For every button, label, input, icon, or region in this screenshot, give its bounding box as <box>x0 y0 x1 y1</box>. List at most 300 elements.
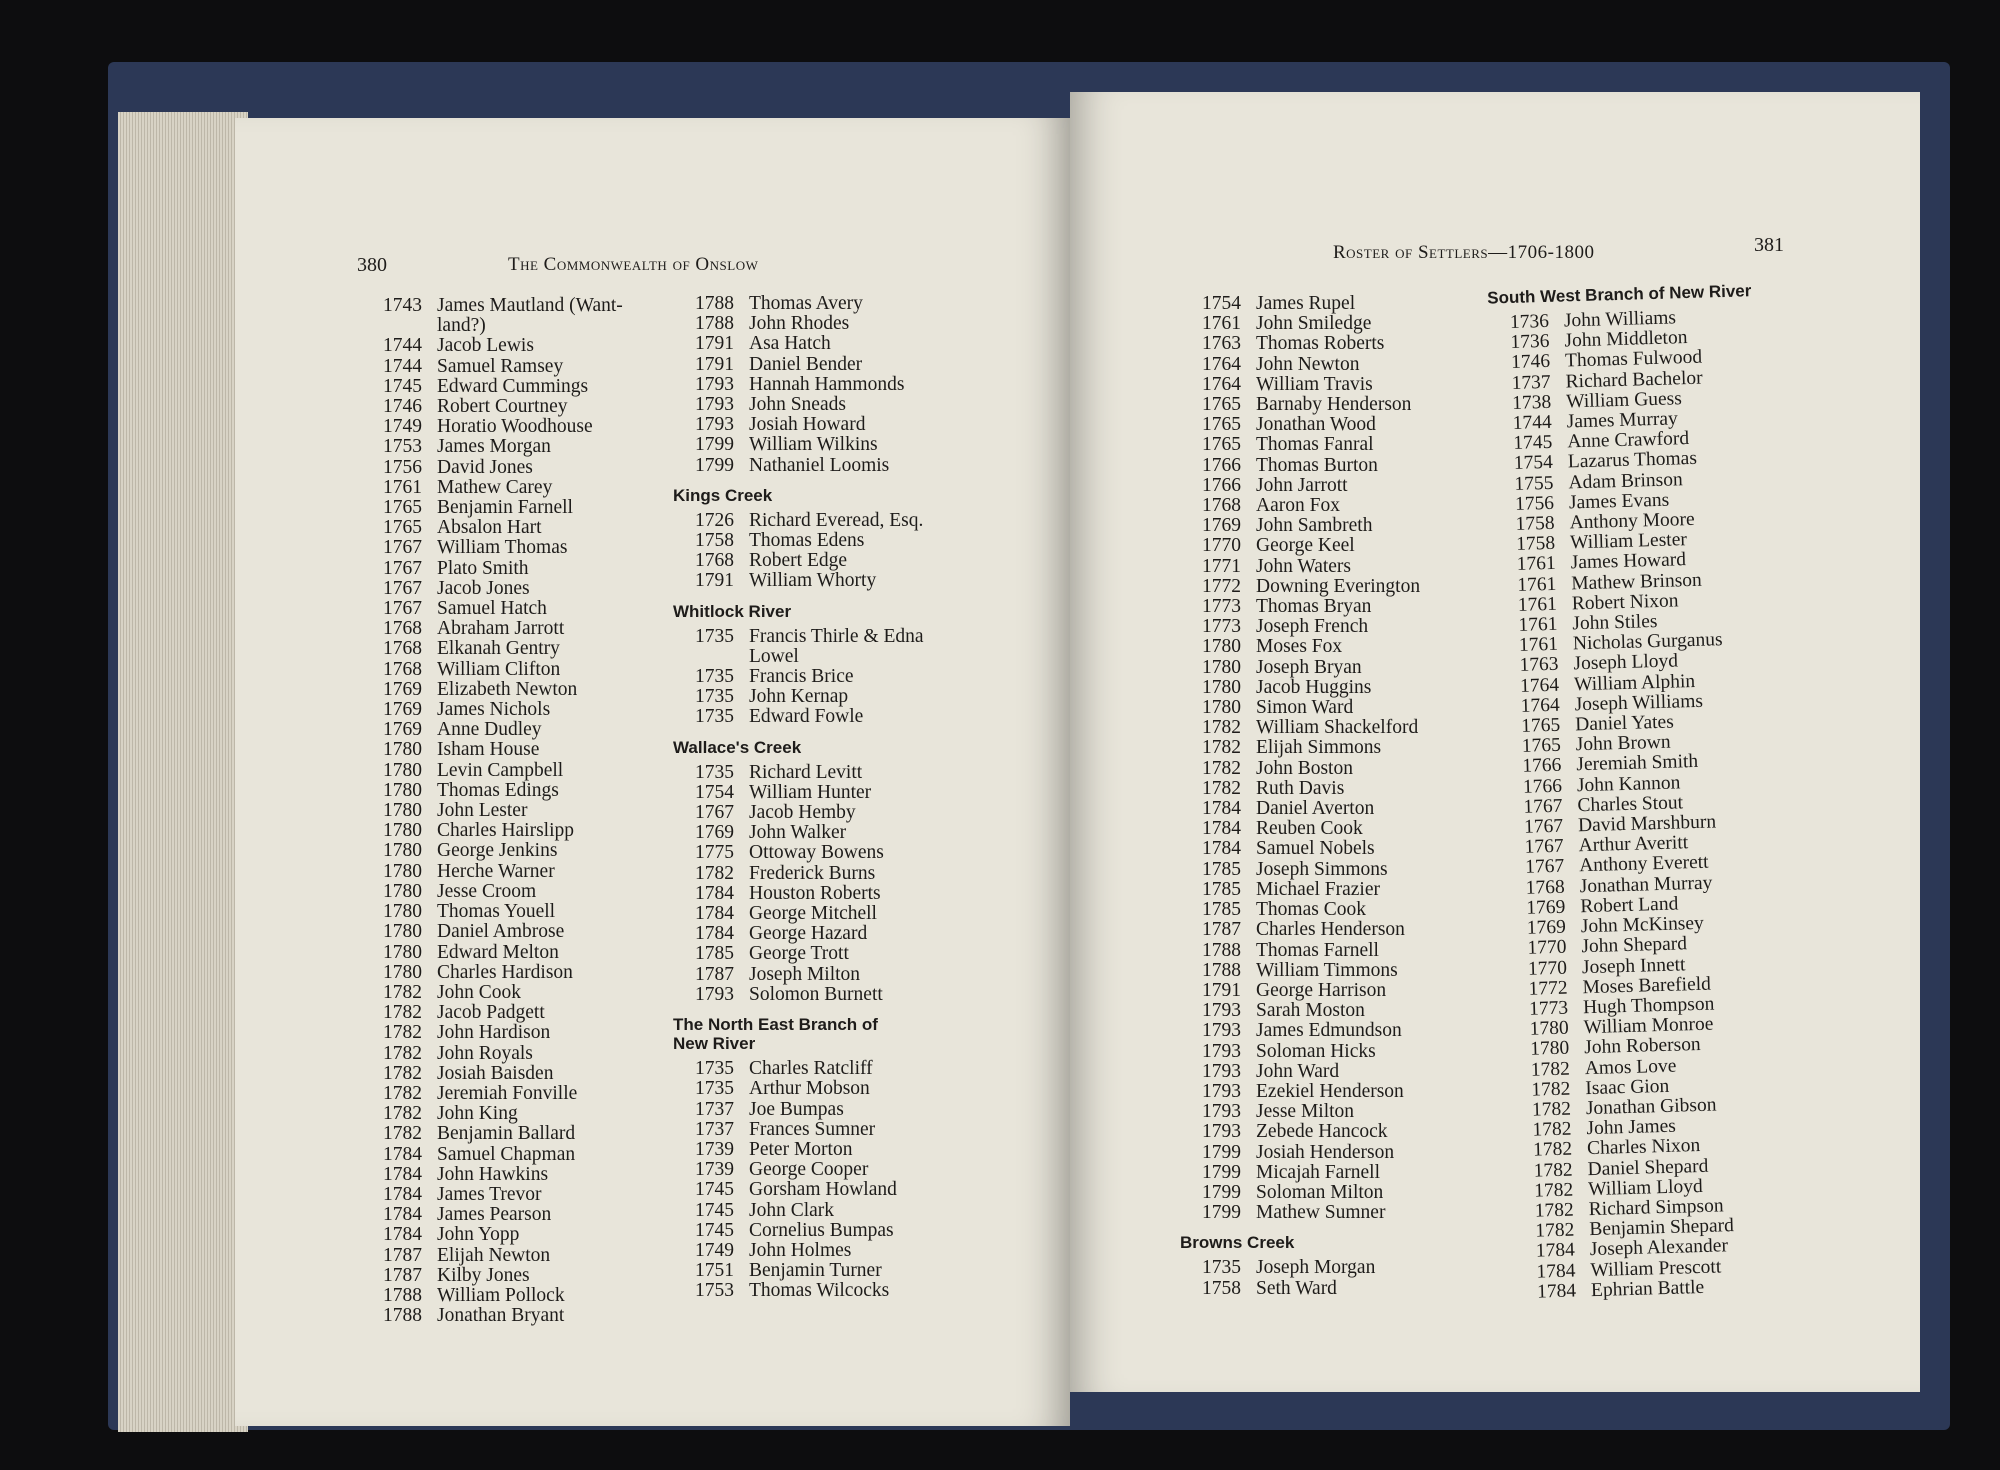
settler-entry <box>1202 496 1420 516</box>
settler-year: 1753 <box>383 436 422 458</box>
settler-entry <box>383 1145 623 1165</box>
settler-name: Absalon Hart <box>437 517 542 539</box>
settler-entry <box>1202 516 1420 536</box>
settler-year: 1785 <box>1202 878 1241 900</box>
settler-entry <box>383 619 623 639</box>
settler-name: Richard Simpson <box>1588 1195 1724 1221</box>
section-heading-line: South West Branch of New River <box>1487 281 1752 308</box>
settler-year: 1784 <box>1202 838 1241 860</box>
settler-name: William Monroe <box>1583 1013 1714 1039</box>
settler-year: 1745 <box>695 1199 734 1221</box>
settler-year: 1767 <box>383 598 422 620</box>
settler-entry <box>383 740 623 760</box>
settler-name: Samuel Nobels <box>1256 838 1375 860</box>
settler-entry <box>695 1120 924 1140</box>
settler-name: Samuel Chapman <box>437 1143 576 1165</box>
settler-entry <box>383 1205 623 1225</box>
settler-entry <box>1202 1203 1420 1223</box>
settler-year: 1756 <box>1514 492 1555 515</box>
settler-name: Elijah Newton <box>437 1244 551 1266</box>
settler-year: 1754 <box>1202 293 1241 314</box>
settler-entry <box>1202 880 1420 900</box>
settler-year: 1782 <box>1533 1159 1573 1182</box>
settler-entry <box>383 1225 623 1245</box>
settler-year: 1793 <box>1202 1040 1241 1062</box>
settler-year: 1761 <box>1202 313 1241 335</box>
settler-entry <box>695 314 924 334</box>
settler-year: 1782 <box>1530 1058 1571 1081</box>
settler-name: Charles Hardison <box>437 961 573 983</box>
settler-name: John Cook <box>437 981 521 1003</box>
settler-entry <box>695 944 924 964</box>
settler-name: Charles Nixon <box>1586 1135 1701 1160</box>
settler-year: 1745 <box>1513 432 1553 455</box>
settler-entry <box>1202 435 1420 455</box>
settler-name: Jacob Huggins <box>1256 676 1372 698</box>
settler-entry <box>695 985 924 1005</box>
settler-entry <box>695 1180 924 1200</box>
settler-name: Jesse Milton <box>1256 1101 1355 1123</box>
settler-year: 1761 <box>1516 553 1557 576</box>
section-heading <box>673 602 924 621</box>
settler-entry <box>383 1246 623 1266</box>
settler-year: 1788 <box>695 313 734 335</box>
settler-name: Solomon Burnett <box>749 983 883 1005</box>
settler-year: 1751 <box>695 1260 734 1282</box>
settler-year: 1782 <box>383 1022 422 1044</box>
settler-name: John Walker <box>749 822 847 844</box>
settler-entry <box>383 882 623 902</box>
settler-name: John Brown <box>1575 731 1671 756</box>
settler-year: 1782 <box>1531 1098 1572 1121</box>
settler-year: 1780 <box>383 941 422 963</box>
settler-year: 1780 <box>383 921 422 943</box>
settler-year: 1768 <box>383 638 422 660</box>
settler-name: Asa Hatch <box>749 333 831 355</box>
settler-name: Nathaniel Loomis <box>749 454 890 476</box>
settler-name: James Rupel <box>1256 293 1356 314</box>
settler-year: 1769 <box>1202 515 1241 537</box>
settler-year: 1735 <box>695 666 734 688</box>
settler-entry <box>695 924 924 944</box>
settler-year: 1758 <box>1515 512 1555 535</box>
settler-name: Francis Thirle & Edna <box>749 625 924 647</box>
settler-year: 1784 <box>695 923 734 945</box>
settler-name: Isham House <box>437 739 540 761</box>
settler-year: 1788 <box>383 1305 422 1327</box>
settler-name: Moses Fox <box>1256 636 1343 658</box>
settler-year: 1756 <box>383 456 422 478</box>
settler-entry <box>383 983 623 1003</box>
settler-year: 1770 <box>1527 936 1567 960</box>
settler-name: John Boston <box>1256 757 1353 779</box>
settler-name: Jesse Croom <box>437 880 537 902</box>
settler-name: Ruth Davis <box>1256 777 1345 799</box>
settler-year: 1773 <box>1528 997 1569 1020</box>
settler-year: 1782 <box>1202 757 1241 779</box>
settler-name: Hannah Hammonds <box>749 373 905 395</box>
settler-year: 1767 <box>695 802 734 824</box>
settler-entry <box>695 763 924 783</box>
settler-name: Horatio Woodhouse <box>437 416 593 438</box>
settler-entry <box>695 1241 924 1261</box>
settler-name: George Jenkins <box>437 840 558 862</box>
settler-name: Ephrian Battle <box>1590 1276 1705 1301</box>
settler-year: 1782 <box>383 981 422 1003</box>
settler-year: 1768 <box>1525 876 1566 899</box>
settler-year: 1799 <box>1202 1202 1241 1224</box>
settler-year: 1785 <box>1202 858 1241 880</box>
settler-year: 1782 <box>1202 777 1241 799</box>
settler-year: 1799 <box>1202 1181 1241 1203</box>
settler-entry <box>695 1201 924 1221</box>
settler-year: 1754 <box>695 781 734 803</box>
settler-entry <box>1202 557 1420 577</box>
settler-name: Plato Smith <box>437 557 529 579</box>
settler-year: 1788 <box>383 1284 422 1306</box>
settler-name: Jacob Lewis <box>437 335 534 357</box>
settler-entry <box>1202 1082 1420 1102</box>
settler-name: James Edmundson <box>1256 1020 1402 1042</box>
settler-name: George Mitchell <box>749 903 877 925</box>
roster-column <box>1487 281 1779 1303</box>
settler-year: 1739 <box>695 1159 734 1181</box>
section-heading-line: Whitlock River <box>673 601 792 621</box>
settler-entry <box>383 1064 623 1084</box>
settler-name: Ottoway Bowens <box>749 842 884 864</box>
settler-name: John Holmes <box>749 1239 852 1261</box>
settler-name: Richard Bachelor <box>1565 367 1703 393</box>
settler-entry <box>383 336 623 356</box>
settler-name: James Howard <box>1570 549 1687 574</box>
left-page <box>235 118 1070 1426</box>
settler-year: 1780 <box>1529 1017 1569 1040</box>
settler-name: Joseph Morgan <box>1256 1257 1376 1279</box>
settler-name: Barnaby Henderson <box>1256 394 1412 416</box>
settler-year: 1791 <box>695 570 734 592</box>
settler-entry <box>1202 698 1420 718</box>
settler-year: 1735 <box>695 706 734 728</box>
settler-year: 1763 <box>1519 654 1559 677</box>
settler-entry <box>695 1059 924 1079</box>
settler-name: Thomas Wilcocks <box>749 1280 890 1302</box>
settler-entry <box>383 417 623 437</box>
settler-entry <box>695 667 924 687</box>
settler-name: Moses Barefield <box>1582 973 1712 998</box>
settler-name: Cornelius Bumpas <box>749 1219 894 1241</box>
settler-entry <box>383 922 623 942</box>
settler-year: 1761 <box>1517 593 1558 616</box>
settler-year: 1765 <box>1202 434 1241 456</box>
settler-year: 1793 <box>1202 1080 1241 1102</box>
settler-entry <box>695 864 924 884</box>
settler-year: 1782 <box>383 1103 422 1125</box>
settler-name: Aaron Fox <box>1256 495 1340 517</box>
settler-name: Joseph Milton <box>749 963 861 985</box>
settler-name: Lazarus Thomas <box>1567 448 1698 473</box>
settler-entry <box>695 1221 924 1241</box>
settler-name: Soloman Milton <box>1256 1181 1384 1203</box>
settler-name: William Clifton <box>437 658 561 680</box>
settler-entry <box>1202 1258 1420 1278</box>
settler-year: 1782 <box>1202 717 1241 739</box>
settler-year: 1780 <box>383 759 422 781</box>
settler-year: 1745 <box>383 375 422 397</box>
settler-year: 1793 <box>1202 1101 1241 1123</box>
settler-name: Jacob Padgett <box>437 1002 545 1024</box>
settler-entry <box>1202 1279 1420 1299</box>
settler-entry <box>695 904 924 924</box>
settler-name: William Hunter <box>749 781 872 803</box>
settler-name: Hugh Thompson <box>1582 993 1715 1019</box>
settler-entry <box>383 1165 623 1185</box>
settler-entry <box>1202 577 1420 597</box>
settler-year: 1782 <box>1535 1219 1575 1242</box>
settler-name: Jeremiah Fonville <box>437 1082 578 1104</box>
settler-year: 1799 <box>1202 1141 1241 1163</box>
settler-entry <box>1202 637 1420 657</box>
settler-year: 1784 <box>695 903 734 925</box>
settler-year: 1753 <box>695 1280 734 1302</box>
settler-entry <box>1202 981 1420 1001</box>
settler-year: 1735 <box>1202 1257 1241 1279</box>
section-heading <box>673 1015 924 1053</box>
settler-name: John Williams <box>1563 307 1677 332</box>
settler-year: 1764 <box>1519 674 1560 697</box>
settler-entry <box>695 1261 924 1281</box>
settler-name: Thomas Edings <box>437 779 559 801</box>
settler-entry <box>1202 860 1420 880</box>
settler-year: 1758 <box>1202 1277 1241 1299</box>
settler-year: 1769 <box>695 822 734 844</box>
settler-year: 1782 <box>383 1042 422 1064</box>
settler-name: Edward Melton <box>437 941 559 963</box>
settler-year: 1780 <box>383 840 422 862</box>
settler-year: 1782 <box>383 1082 422 1104</box>
settler-name: John Roberson <box>1583 1034 1701 1059</box>
settler-entry <box>695 294 924 314</box>
settler-name: Josiah Howard <box>749 414 866 436</box>
settler-entry <box>695 1100 924 1120</box>
settler-year: 1755 <box>1514 472 1554 495</box>
settler-name: Sarah Moston <box>1256 1000 1365 1022</box>
settler-name: John Hardison <box>437 1022 551 1044</box>
settler-entry <box>383 1104 623 1124</box>
settler-name: Thomas Cook <box>1256 899 1366 921</box>
settler-year: 1744 <box>383 355 422 377</box>
settler-year: 1764 <box>1520 694 1560 717</box>
settler-name: Reuben Cook <box>1256 818 1363 840</box>
section-heading <box>1487 281 1752 307</box>
settler-year: 1782 <box>1532 1118 1572 1141</box>
settler-year: 1767 <box>383 577 422 599</box>
settler-year: 1784 <box>383 1163 422 1185</box>
settler-year: 1772 <box>1202 575 1241 597</box>
settler-entry <box>1202 678 1420 698</box>
settler-entry <box>383 397 623 417</box>
settler-entry <box>1202 1021 1420 1041</box>
settler-entry <box>695 334 924 354</box>
settler-year: 1769 <box>383 678 422 700</box>
settler-name: William Timmons <box>1256 959 1398 981</box>
settler-entry <box>383 680 623 700</box>
right-page <box>1070 92 1920 1392</box>
settler-year: 1787 <box>695 963 734 985</box>
settler-year: 1761 <box>1517 573 1557 596</box>
settler-year: 1775 <box>695 842 734 864</box>
settler-year: 1780 <box>383 820 422 842</box>
settler-name: Joseph Williams <box>1574 690 1704 716</box>
settler-year: 1761 <box>383 476 422 498</box>
settler-name: William Lester <box>1569 529 1688 554</box>
settler-year: 1769 <box>1526 896 1566 919</box>
settler-name: James Trevor <box>437 1183 542 1205</box>
settler-name: Ezekiel Henderson <box>1256 1080 1404 1102</box>
settler-year: 1782 <box>1202 737 1241 759</box>
settler-name: John Hawkins <box>437 1163 549 1185</box>
settler-year: 1788 <box>1202 959 1241 981</box>
settler-entry <box>1202 1183 1420 1203</box>
settler-entry <box>1202 941 1420 961</box>
settler-year: 1745 <box>695 1219 734 1241</box>
settler-entry <box>1202 314 1420 334</box>
settler-year: 1780 <box>1202 636 1241 658</box>
settler-entry <box>1202 718 1420 738</box>
settler-name: Michael Frazier <box>1256 878 1380 900</box>
settler-year: 1780 <box>1202 676 1241 698</box>
settler-year: 1745 <box>695 1179 734 1201</box>
settler-entry <box>383 538 623 558</box>
settler-year: 1780 <box>1202 697 1241 719</box>
settler-year: 1785 <box>1202 899 1241 921</box>
settler-year: 1799 <box>695 454 734 476</box>
settler-year: 1791 <box>695 333 734 355</box>
settler-year: 1737 <box>1511 371 1551 394</box>
settler-year: 1746 <box>1510 351 1551 374</box>
settler-entry <box>695 435 924 455</box>
settler-name: John Middleton <box>1564 327 1688 352</box>
settler-year: 1793 <box>1202 1000 1241 1022</box>
settler-year: 1784 <box>695 882 734 904</box>
settler-year: 1766 <box>1202 474 1241 496</box>
settler-name: Simon Ward <box>1256 697 1354 719</box>
settler-name: Joseph Lloyd <box>1573 650 1679 675</box>
settler-year: 1767 <box>383 537 422 559</box>
settler-entry <box>1202 738 1420 758</box>
settler-year: 1793 <box>695 983 734 1005</box>
settler-entry <box>383 1084 623 1104</box>
settler-name: John Newton <box>1256 353 1360 375</box>
settler-name: Soloman Hicks <box>1256 1040 1376 1062</box>
settler-entry <box>1202 536 1420 556</box>
settler-year: 1767 <box>383 557 422 579</box>
settler-year: 1767 <box>1524 835 1564 859</box>
settler-entry <box>383 518 623 538</box>
settler-year: 1758 <box>695 530 734 552</box>
settler-year: 1754 <box>1513 452 1554 475</box>
section-heading-line: Kings Creek <box>673 485 773 505</box>
settler-entry <box>695 687 924 707</box>
settler-year: 1767 <box>1524 856 1565 879</box>
settler-entry <box>1202 1122 1420 1142</box>
settler-year: 1737 <box>695 1098 734 1120</box>
settler-entry <box>383 639 623 659</box>
section-heading-line: New River <box>673 1034 756 1054</box>
settler-year: 1726 <box>695 509 734 531</box>
settler-entry <box>383 943 623 963</box>
settler-year: 1784 <box>1202 818 1241 840</box>
settler-name: John James <box>1586 1115 1677 1140</box>
settler-year: 1780 <box>1529 1037 1570 1061</box>
settler-name: Daniel Yates <box>1574 711 1675 736</box>
settler-name: Charles Stout <box>1577 792 1684 817</box>
settler-entry <box>383 700 623 720</box>
settler-year: 1787 <box>383 1264 422 1286</box>
settler-year: 1743 <box>383 295 422 316</box>
settler-year: 1767 <box>1523 795 1563 818</box>
settler-entry <box>1202 375 1420 395</box>
settler-entry <box>1202 617 1420 637</box>
settler-name: John Rhodes <box>749 313 850 335</box>
settler-year: 1749 <box>383 416 422 438</box>
settler-entry <box>383 559 623 579</box>
settler-name: William Whorty <box>749 570 877 592</box>
settler-entry <box>383 1286 623 1306</box>
settler-name: William Thomas <box>437 537 568 559</box>
settler-year: 1772 <box>1528 977 1568 1000</box>
settler-year: 1793 <box>695 414 734 436</box>
settler-year: 1768 <box>695 550 734 572</box>
settler-name: Arthur Averitt <box>1578 832 1689 857</box>
settler-year: 1766 <box>1522 775 1563 798</box>
settler-year: 1765 <box>1202 414 1241 436</box>
settler-year: 1766 <box>1522 755 1562 778</box>
settler-year: 1784 <box>383 1143 422 1165</box>
settler-entry <box>1202 334 1420 354</box>
settler-name: Abraham Jarrott <box>437 618 565 640</box>
section-heading-line: Browns Creek <box>1180 1233 1295 1253</box>
settler-year: 1793 <box>695 373 734 395</box>
settler-year: 1782 <box>1534 1199 1575 1222</box>
settler-name: Elijah Simmons <box>1256 737 1382 759</box>
settler-entry <box>1537 1276 1780 1303</box>
settler-entry <box>383 1266 623 1286</box>
settler-year: 1736 <box>1510 331 1550 354</box>
settler-name: John Jarrott <box>1256 474 1348 496</box>
settler-entry <box>383 377 623 397</box>
settler-year: 1765 <box>383 517 422 539</box>
settler-name: Richard Everead, Esq. <box>749 509 924 531</box>
settler-entry <box>695 415 924 435</box>
settler-entry <box>383 579 623 599</box>
settler-year: 1761 <box>1518 613 1558 636</box>
settler-name: Joseph Bryan <box>1256 656 1362 678</box>
settler-entry <box>383 458 623 478</box>
settler-year: 1744 <box>1512 411 1553 434</box>
settler-year: 1784 <box>383 1224 422 1246</box>
settler-name: George Cooper <box>749 1159 869 1181</box>
settler-name: Daniel Ambrose <box>437 921 565 943</box>
settler-entry <box>695 823 924 843</box>
settler-entry <box>695 375 924 395</box>
settler-year: 1737 <box>695 1118 734 1140</box>
settler-entry <box>695 511 924 531</box>
settler-name: Jacob Hemby <box>749 802 856 824</box>
settler-name: Charles Henderson <box>1256 919 1405 941</box>
settler-name: Richard Levitt <box>749 761 863 783</box>
settler-name: Joseph Simmons <box>1256 858 1388 880</box>
settler-year: 1739 <box>695 1138 734 1160</box>
